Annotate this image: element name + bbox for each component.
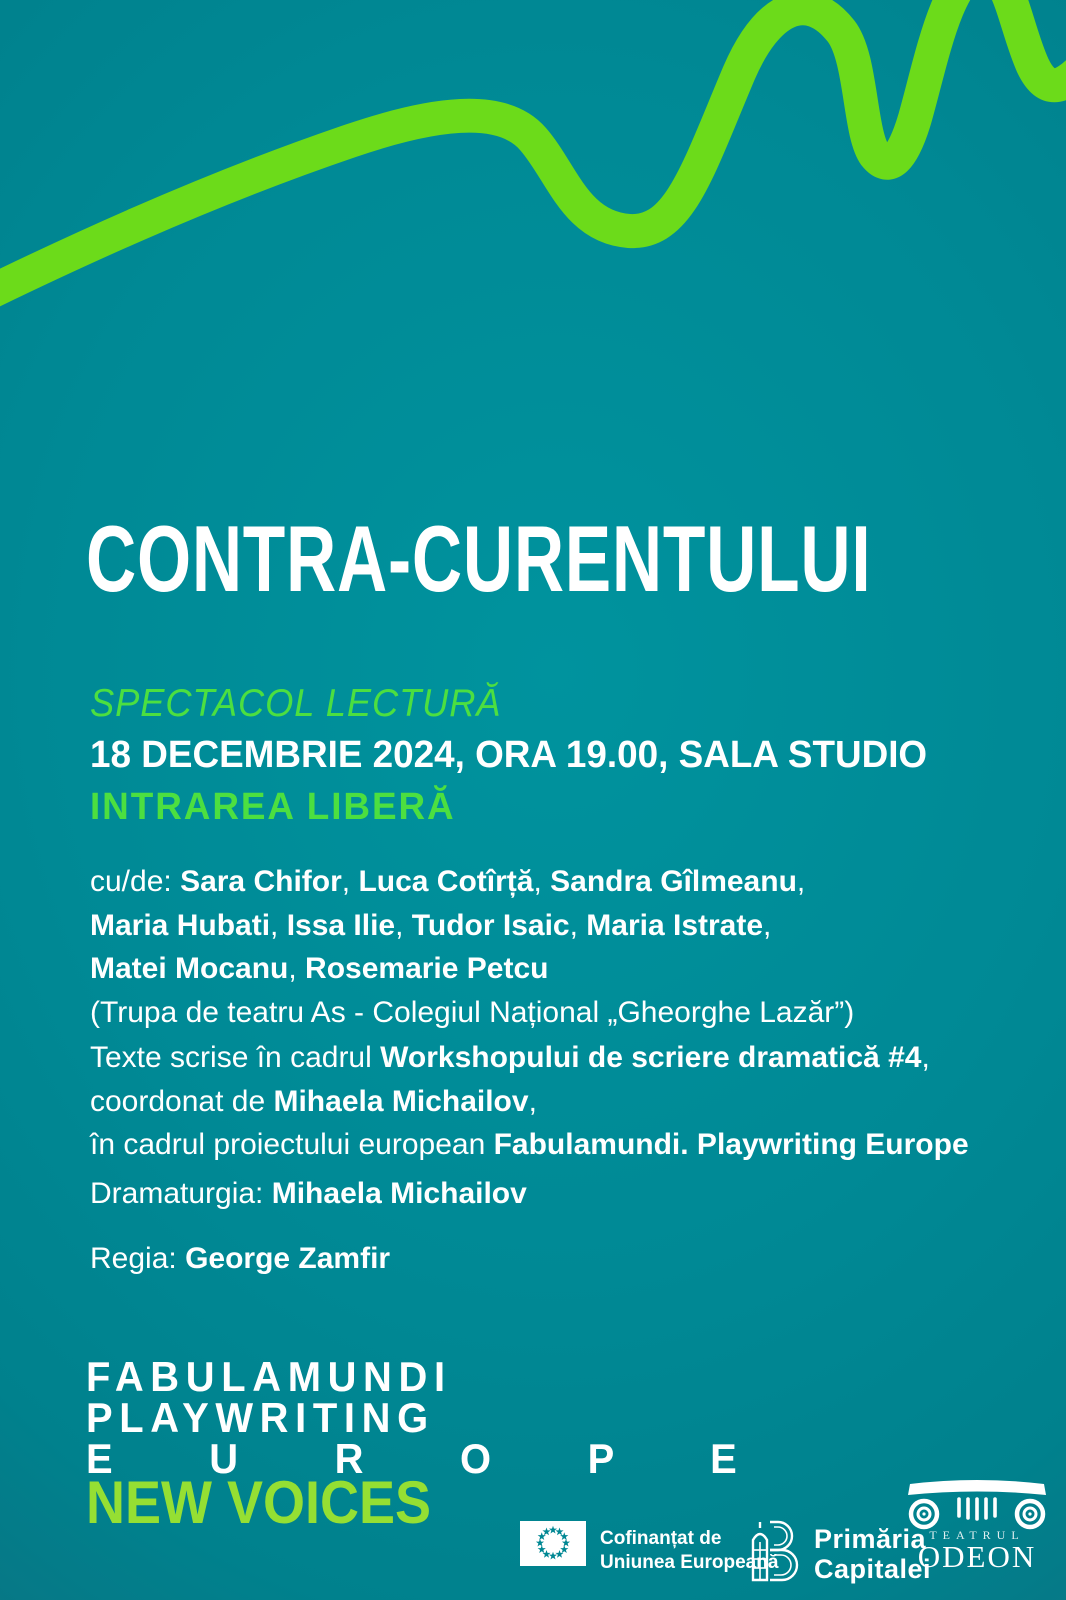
green-squiggle-graphic <box>0 0 1066 312</box>
city-hall-label-line2: Capitalei <box>814 1554 932 1584</box>
city-hall-label-line1: Primăria <box>814 1524 927 1554</box>
date-time-venue: 18 DECEMBRIE 2024, ORA 19.00, SALA STUDIO <box>90 734 928 776</box>
show-title: CONTRA-CURENTULUI <box>86 506 872 611</box>
free-entry-label: INTRAREA LIBERĂ <box>90 786 456 828</box>
cast-line: Matei Mocanu, Rosemarie Petcu <box>90 952 549 985</box>
fabulamundi-logo <box>86 1353 816 1536</box>
city-hall-b-icon <box>748 1518 806 1587</box>
theatre-label-line2: ODEON <box>917 1539 1037 1574</box>
eu-label-line2: Uniunea Europeană <box>600 1552 779 1573</box>
workshop-line: coordonat de Mihaela Michailov, <box>90 1084 537 1118</box>
workshop-line: Texte scrise în cadrul Workshopului de scriere dramatică #4, <box>90 1041 930 1074</box>
direction-credit: Regia: George Zamfir <box>90 1242 391 1275</box>
dramaturgy-credit: Dramaturgia: Mihaela Michailov <box>90 1177 527 1210</box>
squiggle-line-icon <box>0 0 1066 312</box>
fabulamundi-line1: FABULAMUNDI <box>86 1353 452 1400</box>
show-type-label: SPECTACOL LECTURĂ <box>90 682 502 725</box>
eu-flag-icon <box>520 1521 586 1571</box>
cast-line: cu/de: Sara Chifor, Luca Cotîrță, Sandra Gîlmeanu, <box>90 865 806 898</box>
theatre-label-line1: TEATRUL <box>929 1528 1025 1542</box>
fabulamundi-line3: E U R O P E <box>86 1435 780 1482</box>
cast-block <box>90 860 854 1034</box>
eu-label-line1: Cofinanțat de <box>600 1528 722 1549</box>
cast-line: Maria Hubati, Issa Ilie, Tudor Isaic, Maria Istrate, <box>90 908 772 942</box>
new-voices-label: NEW VOICES <box>86 1469 432 1536</box>
fabulamundi-line2: PLAYWRITING <box>86 1394 435 1441</box>
workshop-line: în cadrul proiectului european Fabulamundi. Playwriting Europe <box>90 1128 969 1161</box>
workshop-block <box>90 1036 969 1167</box>
cast-group-note: (Trupa de teatru As - Colegiul Național „Gheorghe Lazăr”) <box>90 995 855 1029</box>
